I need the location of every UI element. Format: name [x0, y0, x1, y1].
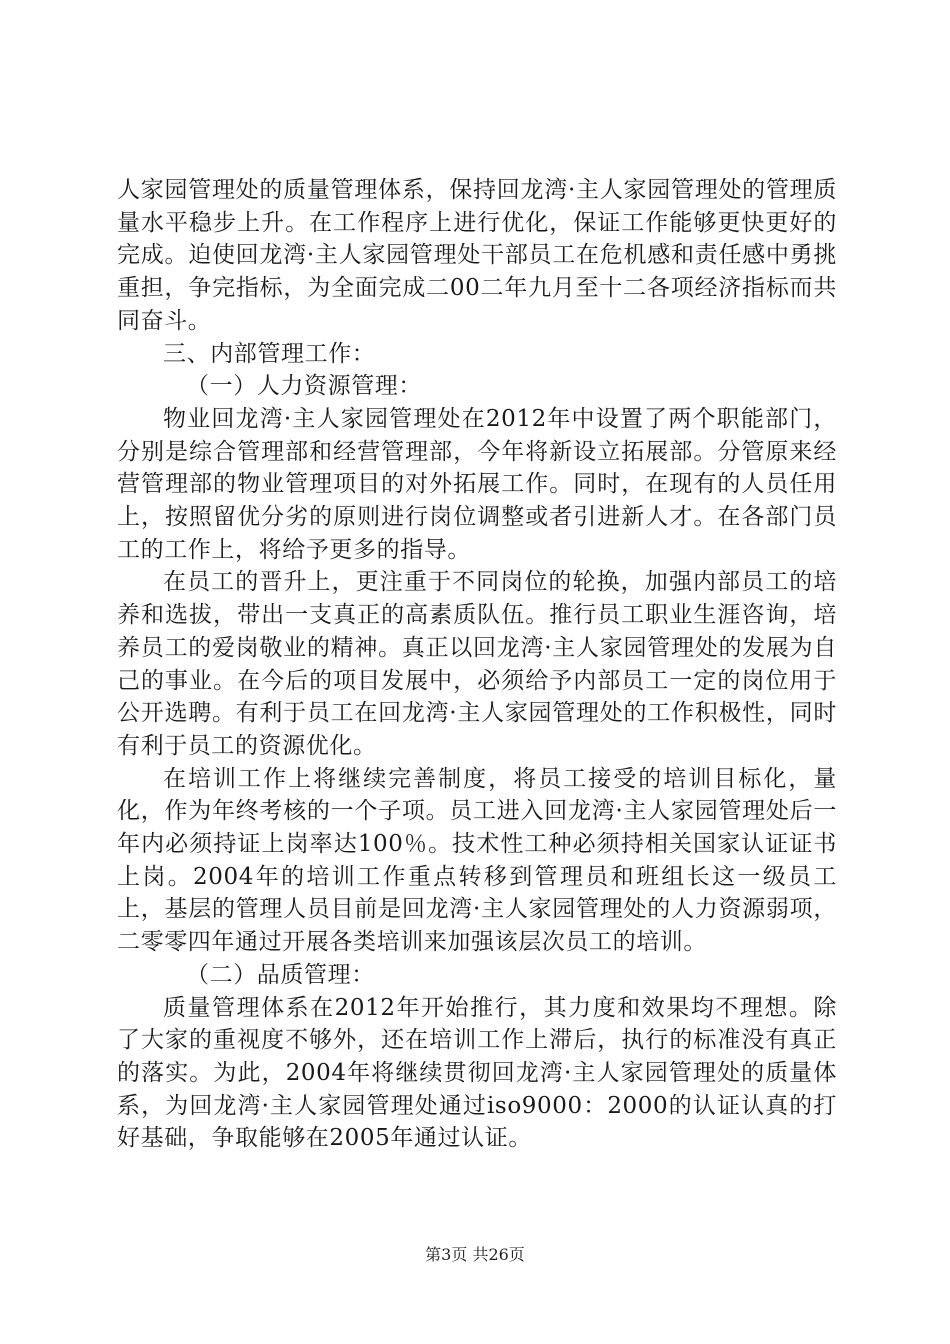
document-body: [117, 174, 837, 1155]
paragraph-promotion: 在员工的晋升上，更注重于不同岗位的轮换，加强内部员工的培养和选拔，带出一支真正的高素质队伍。推行员工职业生涯咨询，培养员工的爱岗敬业的精神。真正以回龙湾·主人家园管理处的发展为自己的事业。在今后的项目发展中，必须给予内部员工一定的岗位用于公开选聘。有利于员工在回龙湾·主人家园管理处的工作积极性，同时有利于员工的资源优化。: [117, 569, 837, 759]
section-heading-internal-management: 三、内部管理工作：: [163, 340, 376, 367]
subsection-heading-hr: （一）人力资源管理：: [186, 373, 422, 400]
paragraph-training: 在培训工作上将继续完善制度，将员工接受的培训目标化，量化，作为年终考核的一个子项。员工进入回龙湾·主人家园管理处后一年内必须持证上岗率达100％。技术性工种必须持相关国家认证证书上岗。2004年的培训工作重点转移到管理员和班组长这一级员工上，基层的管理人员目前是回龙湾·主人家园管理处的人力资源弱项，二零零四年通过开展各类培训来加强该层次员工的培训。: [117, 765, 837, 956]
paragraph-1: 人家园管理处的质量管理体系，保持回龙湾·主人家园管理处的管理质量水平稳步上升。在工作程序上进行优化，保证工作能够更快更好的完成。迫使回龙湾·主人家园管理处干部员工在危机感和责任感中勇挑重担，争完指标，为全面完成二00二年九月至十二各项经济指标而共同奋斗。: [117, 177, 837, 334]
subsection-heading-quality: （二）品质管理：: [186, 961, 375, 988]
page-footer: 第3页 共26页: [425, 1245, 525, 1264]
paragraph-departments: 物业回龙湾·主人家园管理处在2012年中设置了两个职能部门，分别是综合管理部和经营管理部，今年将新设立拓展部。分管原来经营管理部的物业管理项目的对外拓展工作。同时，在现有的人员任用上，按照留优分劣的原则进行岗位调整或者引进新人才。在各部门员工的工作上，将给予更多的指导。: [117, 405, 837, 563]
paragraph-quality-system: 质量管理体系在2012年开始推行，其力度和效果均不理想。除了大家的重视度不够外，还在培训工作上滞后，执行的标准没有真正的落实。为此，2004年将继续贯彻回龙湾·主人家园管理处的质量体系，为回龙湾·主人家园管理处通过iso9000：2000的认证认真的打好基础，争取能够在2005年通过认证。: [117, 994, 837, 1152]
